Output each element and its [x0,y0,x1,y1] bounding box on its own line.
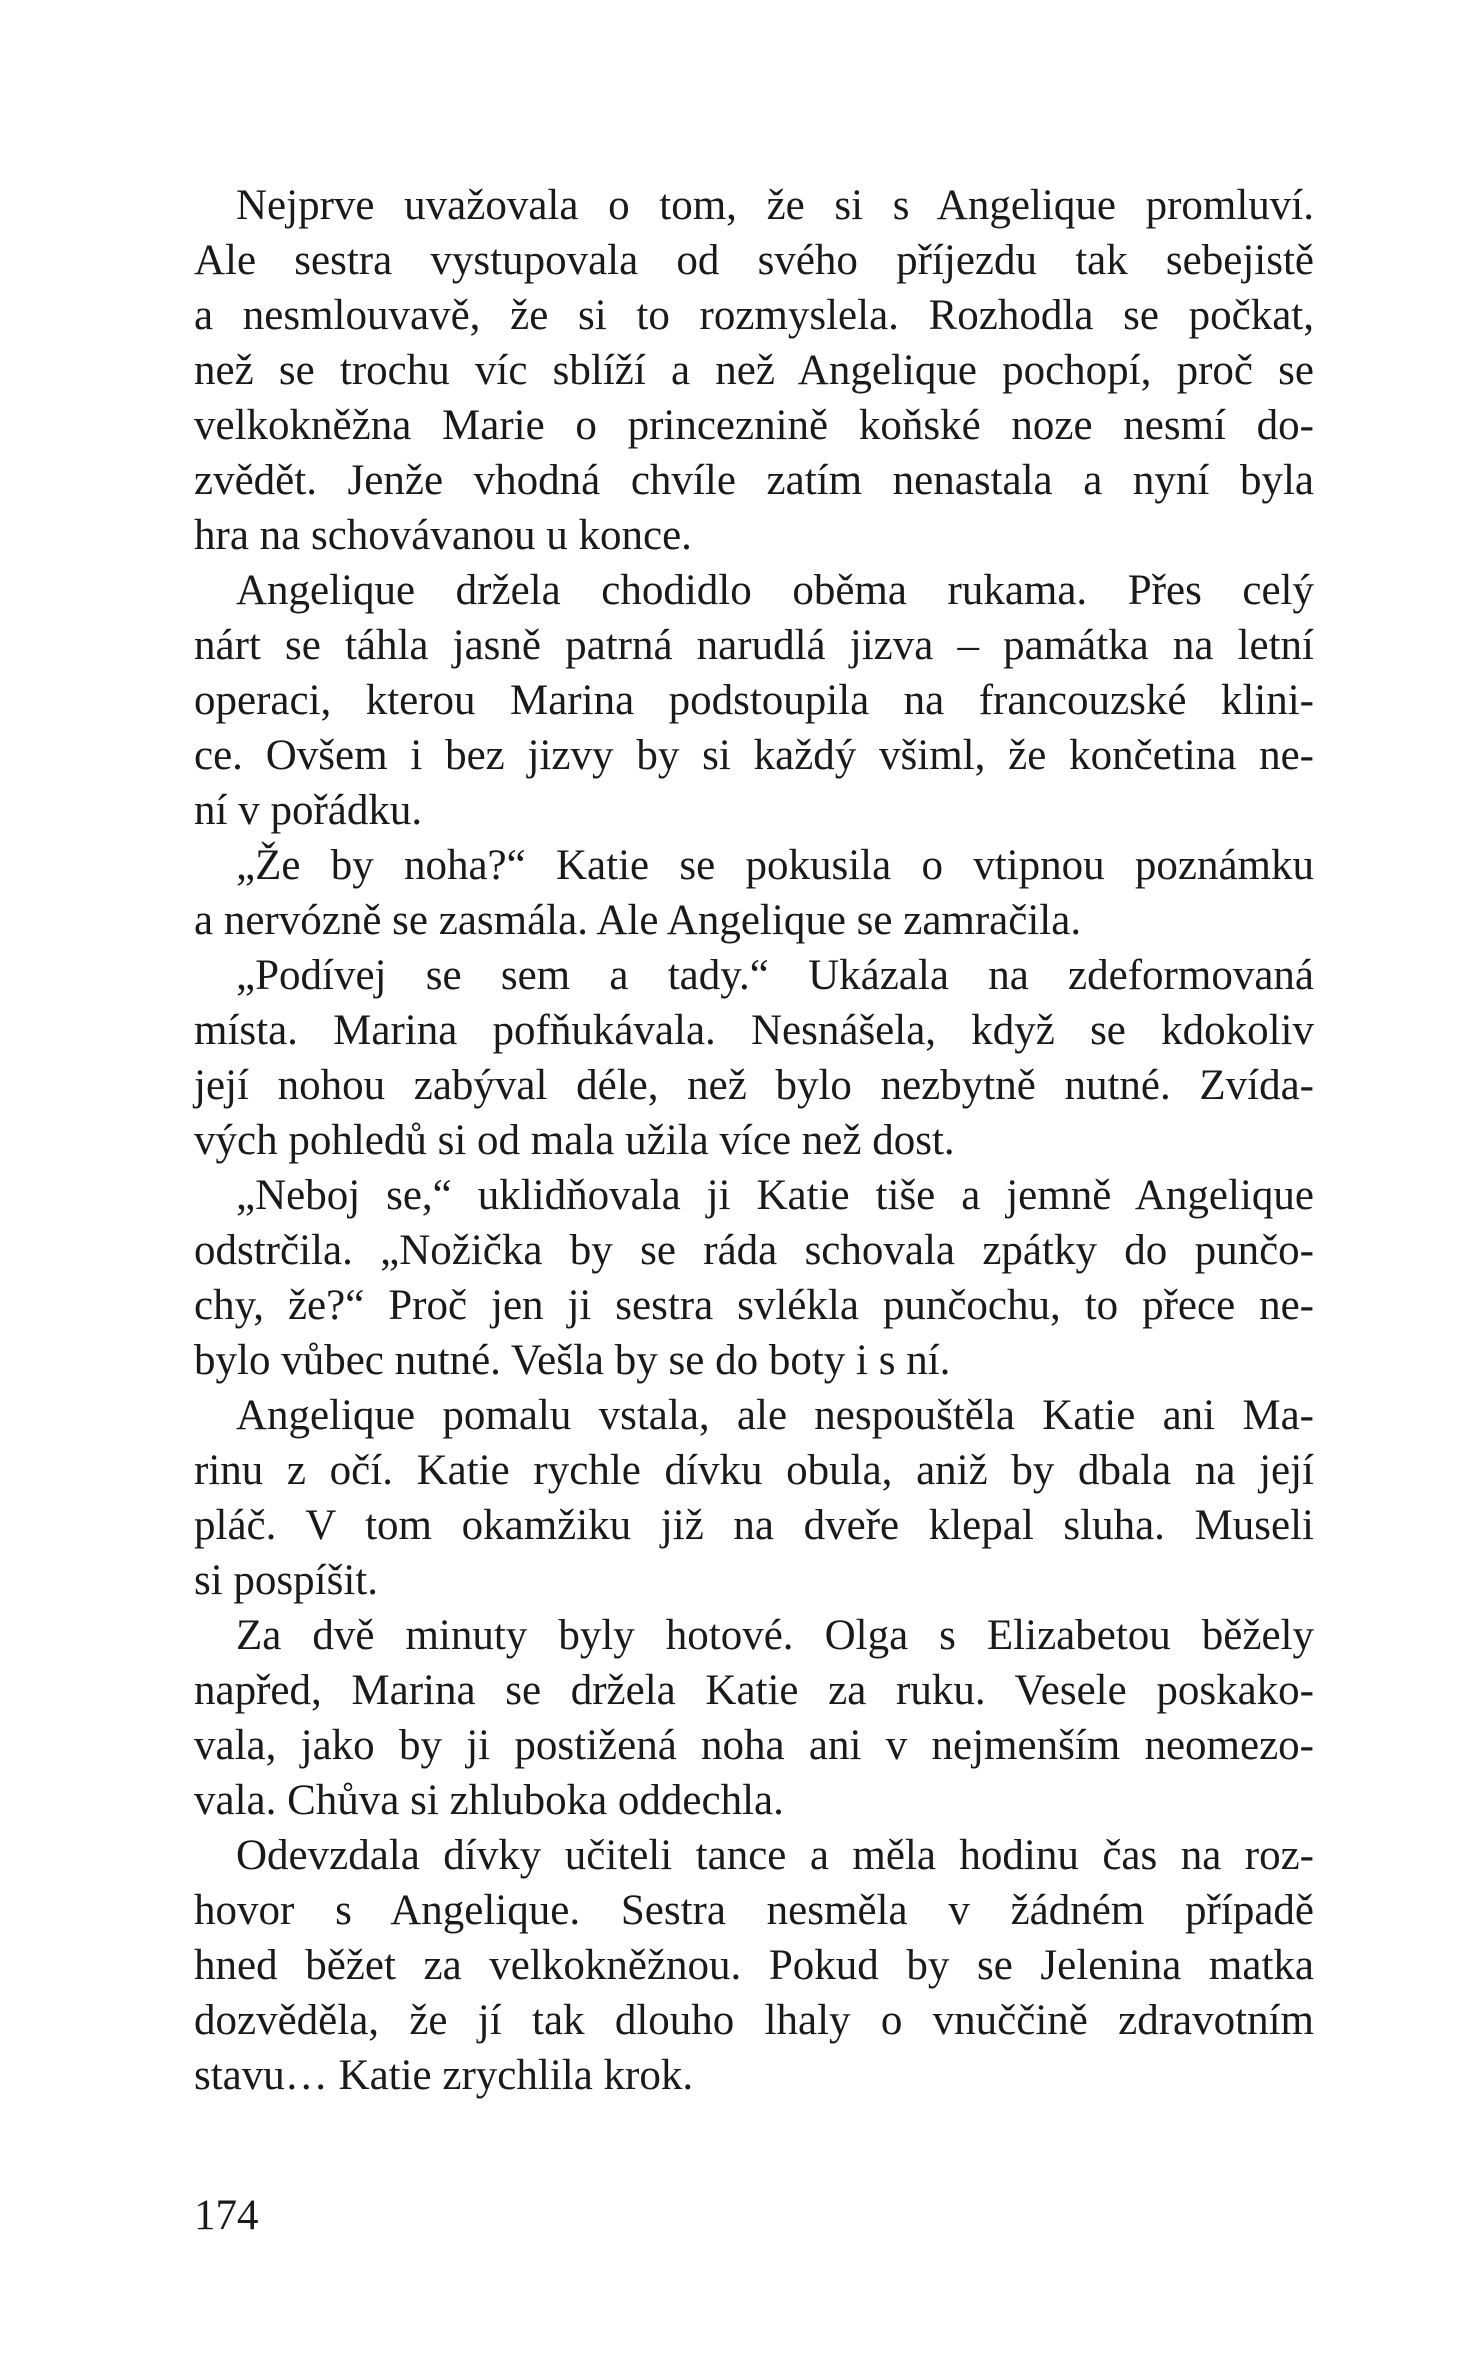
text-line: napřed, Marina se držela Katie za ruku. Vesele poskako- [194,1667,1314,1714]
body-text [194,178,1314,2103]
text-line: dozvěděla, že jí tak dlouho lhaly o vnuččině zdravotním [194,1997,1314,2044]
text-line: Angelique držela chodidlo oběma rukama. Přes celý [236,567,1314,614]
text-line: stavu… Katie zrychlila krok. [194,2052,694,2099]
text-line: chy, že?“ Proč jen ji sestra svlékla punčochu, to přece ne- [194,1282,1314,1329]
text-line: Nejprve uvažovala o tom, že si s Angelique promluví. [236,182,1314,229]
text-line: hra na schovávanou u konce. [194,512,692,559]
text-line: Za dvě minuty byly hotové. Olga s Elizabetou běžely [236,1612,1314,1659]
text-line: Angelique pomalu vstala, ale nespouštěla Katie ani Ma- [236,1392,1314,1439]
text-line: hned běžet za velkokněžnou. Pokud by se Jelenina matka [194,1942,1314,1989]
paragraph [194,178,1314,563]
text-line: Odevzdala dívky učiteli tance a měla hodinu čas na roz- [236,1832,1314,1879]
text-line: její nohou zabýval déle, než bylo nezbytně nutné. Zvída- [194,1062,1314,1109]
text-line: operaci, kterou Marina podstoupila na francouzské klini- [194,677,1314,724]
paragraph [194,948,1314,1168]
text-line: „Podívej se sem a tady.“ Ukázala na zdeformovaná [236,952,1314,999]
text-line: si pospíšit. [194,1557,378,1604]
paragraph [194,838,1314,948]
paragraph [194,1168,1314,1388]
text-line: a nesmlouvavě, že si to rozmyslela. Rozhodla se počkat, [194,292,1314,339]
paragraph [194,1388,1314,1608]
text-line: nárt se táhla jasně patrná narudlá jizva – památka na letní [194,622,1314,669]
text-line: „Neboj se,“ uklidňovala ji Katie tiše a jemně Angelique [236,1172,1314,1219]
text-line: vala. Chůva si zhluboka oddechla. [194,1777,784,1824]
text-line: ní v pořádku. [194,787,423,834]
text-line: bylo vůbec nutné. Vešla by se do boty i s ní. [194,1337,951,1384]
paragraph [194,1608,1314,1828]
text-line: vých pohledů si od mala užila více než dost. [194,1117,955,1164]
text-line: vala, jako by ji postižená noha ani v nejmenším neomezo- [194,1722,1314,1769]
text-line: velkokněžna Marie o princeznině koňské noze nesmí do- [194,402,1314,449]
text-line: než se trochu víc sblíží a než Angelique pochopí, proč se [194,347,1314,394]
paragraph [194,563,1314,838]
text-line: hovor s Angelique. Sestra nesměla v žádném případě [194,1887,1314,1934]
text-line: odstrčila. „Nožička by se ráda schovala zpátky do punčo- [194,1227,1314,1274]
text-line: „Že by noha?“ Katie se pokusila o vtipnou poznámku [236,842,1314,889]
text-line: zvědět. Jenže vhodná chvíle zatím nenastala a nyní byla [194,457,1314,504]
text-line: a nervózně se zasmála. Ale Angelique se zamračila. [194,897,1082,944]
text-line: ce. Ovšem i bez jizvy by si každý všiml, že končetina ne- [194,732,1314,779]
text-line: rinu z očí. Katie rychle dívku obula, aniž by dbala na její [194,1447,1314,1494]
text-line: Ale sestra vystupovala od svého příjezdu tak sebejistě [194,237,1314,284]
text-line: pláč. V tom okamžiku již na dveře klepal sluha. Museli [194,1502,1314,1549]
text-line: místa. Marina pofňukávala. Nesnášela, když se kdokoliv [194,1007,1314,1054]
page-number: 174 [194,2192,259,2239]
paragraph [194,1828,1314,2103]
